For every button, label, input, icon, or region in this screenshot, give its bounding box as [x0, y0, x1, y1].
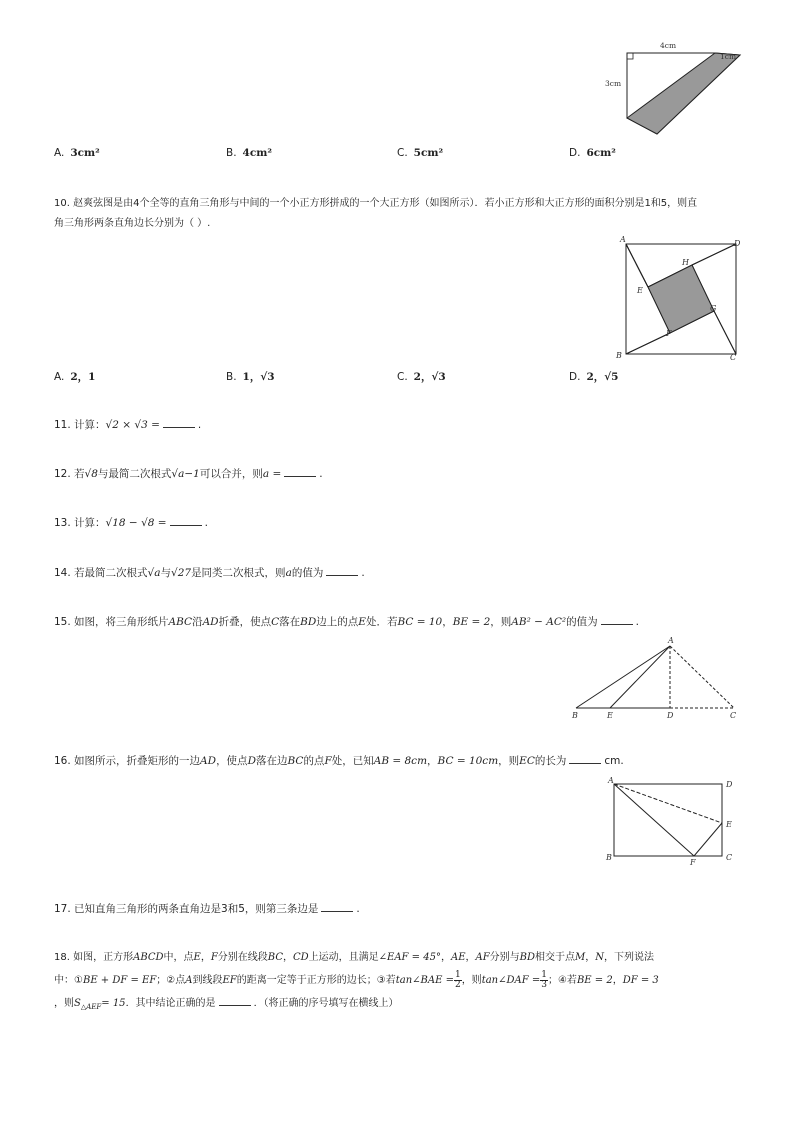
q15-label-b: B [572, 711, 578, 720]
q10-label-g: G [710, 304, 717, 313]
q15-label-d: D [667, 711, 674, 720]
q9-choice-b[interactable]: B. 4cm² [226, 147, 272, 159]
q18-line3: ，则$S_{\triangle AEF}= 15$．其中结论正确的是 ．（将正确的序号填写在横线上） [54, 998, 399, 1011]
q18-line2: 中：①BE + DF = EF；②点A到线段EF的距离一定等于正方形的边长；③若tan∠BAE = $\frac{1}{2}$ ，则tan∠DAF = $\frac{1}{3}$ ；④若BE = 2，DF = 3 [54, 969, 659, 990]
q12-answer-blank[interactable] [284, 467, 316, 477]
q10-label-e: E [637, 286, 643, 295]
q16-label-e: E [726, 820, 732, 829]
q9-choice-c[interactable]: C. 5cm² [397, 147, 444, 159]
q10-choice-c[interactable]: C. 2，√3 [397, 371, 446, 383]
q10-label-h: H [682, 258, 689, 267]
q16-answer-blank[interactable] [569, 754, 601, 764]
q12-line: 12. 若√8与最简二次根式√a−1可以合并，则a = . [54, 468, 323, 480]
q17-answer-blank[interactable] [321, 902, 353, 912]
q10-label-f: F [666, 329, 672, 338]
q10-label-c: C [730, 353, 737, 362]
q11-answer-blank[interactable] [163, 418, 195, 428]
q9-left-label: 3cm [605, 79, 622, 88]
q15-figure [566, 632, 746, 722]
q11-line: 11. 计算：√2 × √3 = . [54, 419, 202, 431]
q15-label-a: A [668, 636, 674, 645]
q16-label-b: B [606, 853, 612, 862]
q16-label-d: D [726, 780, 733, 789]
q17-line: 17. 已知直角三角形的两条直角边是3和5，则第三条边是 . [54, 903, 360, 915]
q9-top-label: 4cm [660, 41, 677, 50]
q16-label-c: C [726, 853, 733, 862]
q10-line2: 角三角形两条直角边长分别为（ ）. [54, 218, 211, 229]
q13-answer-blank[interactable] [170, 516, 202, 526]
q18-answer-blank[interactable] [219, 996, 251, 1006]
q16-figure [600, 774, 744, 870]
q15-label-c: C [730, 711, 737, 720]
q9-choice-a[interactable]: A. 3cm² [54, 147, 100, 159]
q10-label-a: A [620, 235, 626, 244]
q16-line: 16. 如图所示，折叠矩形的一边AD，使点D落在边BC的点F处，已知AB = 8cm，BC = 10cm，则EC的长为 cm. [54, 755, 624, 767]
q9-choice-d[interactable]: D. 6cm² [569, 147, 616, 159]
q10-label-b: B [616, 351, 622, 360]
q9-shaded-strip [627, 53, 740, 134]
q10-figure [612, 232, 748, 362]
q14-answer-blank[interactable] [326, 566, 358, 576]
q13-line: 13. 计算：√18 − √8 = . [54, 517, 208, 529]
q18-line1: 18. 如图，正方形ABCD中，点E，F分别在线段BC，CD上运动，且满足∠EAF = 45°，AE，AF分别与BD相交于点M，N，下列说法 [54, 952, 655, 963]
q16-label-a: A [608, 776, 614, 785]
q10-choice-a[interactable]: A. 2，1 [54, 371, 96, 383]
q11-expr: √2 × √3 = [105, 419, 160, 431]
q10-choice-b[interactable]: B. 1，√3 [226, 371, 275, 383]
q16-label-f: F [690, 858, 696, 867]
q18-frac2: $\frac{1}{3}$ [541, 969, 547, 990]
q10-line1: 10. 赵爽弦图是由4个全等的直角三角形与中间的一个小正方形拼成的一个大正方形（如图所示）．若小正方形和大正方形的面积分别是1和5，则直 [54, 198, 698, 209]
q14-line: 14. 若最简二次根式√a与√27是同类二次根式，则a的值为 . [54, 567, 365, 579]
q10-choice-d[interactable]: D. 2，√5 [569, 371, 619, 383]
q13-expr: √18 − √8 = [105, 517, 167, 529]
q10-label-d: D [734, 239, 741, 248]
q9-right-label: 1cm [720, 52, 737, 61]
q9-figure [600, 38, 750, 142]
q15-label-e: E [607, 711, 613, 720]
q18-frac1: $\frac{1}{2}$ [454, 969, 461, 990]
q15-line: 15. 如图，将三角形纸片ABC沿AD折叠，使点C落在BD边上的点E处．若BC = 10，BE = 2，则AB² − AC²的值为 . [54, 616, 639, 628]
q15-answer-blank[interactable] [601, 615, 633, 625]
